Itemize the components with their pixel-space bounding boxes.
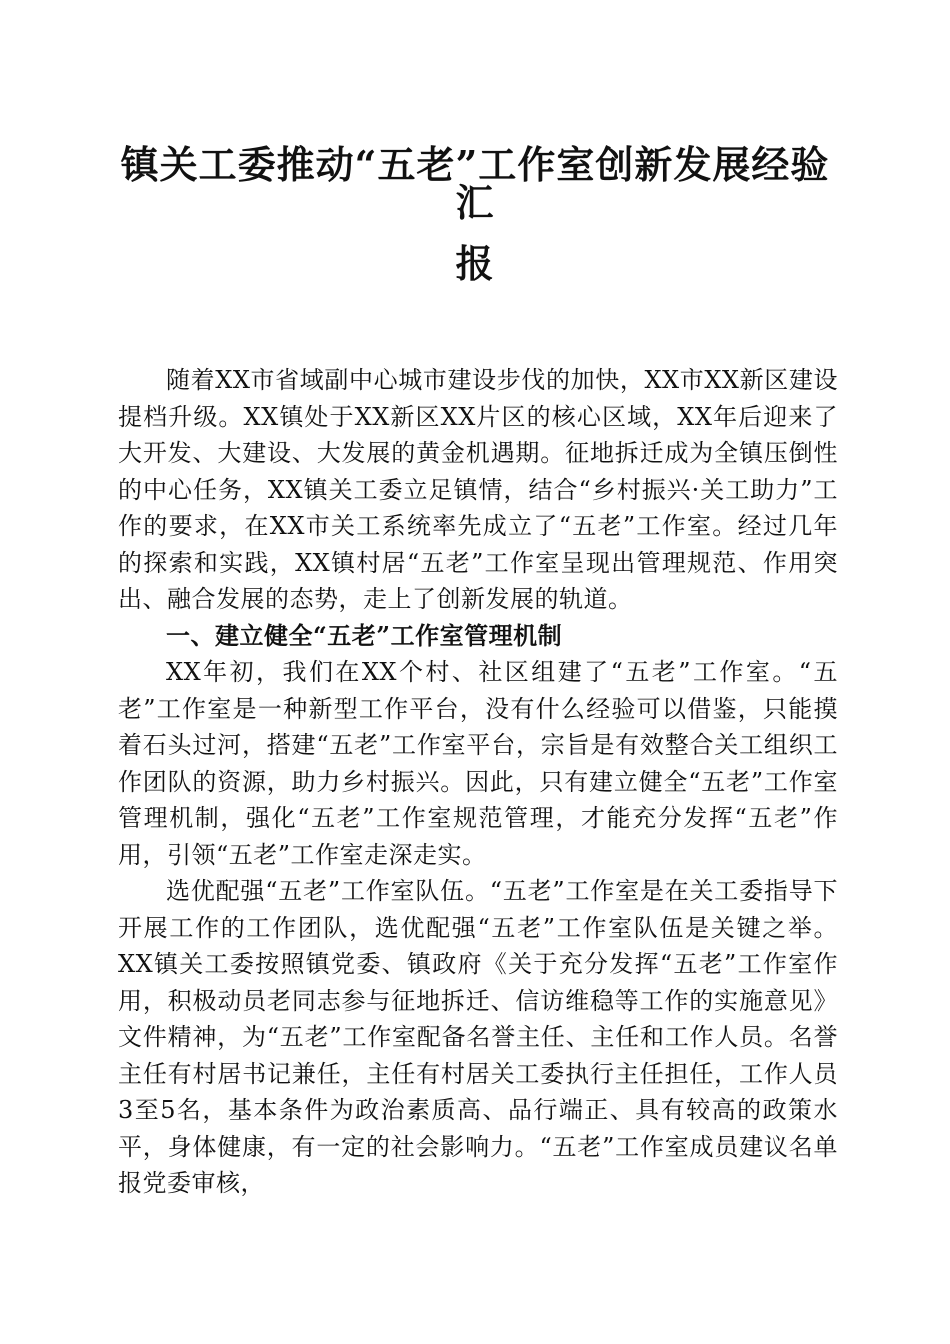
document-title-line-1: 镇关工委推动“五老”工作室创新发展经验汇 [120, 142, 830, 225]
paragraph-section-1: XX年初，我们在XX个村、社区组建了“五老”工作室。“五老”工作室是一种新型工作平台，没有什么经验可以借鉴，只能摸着石头过河，搭建“五老”工作室平台，宗旨是有效整合关工组织工作团队的资源，助力乡村振兴。因此，只有建立健全“五老”工作室管理机制，强化“五老”工作室规范管理，才能充分发挥“五老”作用，引领“五老”工作室走深走实。 [118, 658, 838, 869]
paragraph-team: 选优配强“五老”工作室队伍。“五老”工作室是在关工委指导下开展工作的工作团队，选优配强“五老”工作室队伍是关键之举。XX镇关工委按照镇党委、镇政府《关于充分发挥“五老”工作室作用，积极动员老同志参与征地拆迁、信访维稳等工作的实施意见》文件精神，为“五老”工作室配备名誉主任、主任和工作人员。名誉主任有村居书记兼任，主任有村居关工委执行主任担任，工作人员3至5名，基本条件为政治素质高、品行端正、具有较高的政策水平，身体健康，有一定的社会影响力。“五老”工作室成员建议名单报党委审核， [118, 877, 838, 1197]
document-body [118, 362, 838, 1202]
document-title-line-2: 报 [455, 241, 495, 286]
paragraph-intro: 随着XX市省域副中心城市建设步伐的加快，XX市XX新区建设提档升级。XX镇处于XX新区XX片区的核心区域，XX年后迎来了大开发、大建设、大发展的黄金机遇期。征地拆迁成为全镇压倒性的中心任务，XX镇关工委立足镇情，结合“乡村振兴·关工助力”工作的要求，在XX市关工系统率先成立了“五老”工作室。经过几年的探索和实践，XX镇村居“五老”工作室呈现出管理规范、作用突出、融合发展的态势，走上了创新发展的轨道。 [118, 366, 838, 613]
section-heading-1: 一、建立健全“五老”工作室管理机制 [166, 620, 563, 650]
